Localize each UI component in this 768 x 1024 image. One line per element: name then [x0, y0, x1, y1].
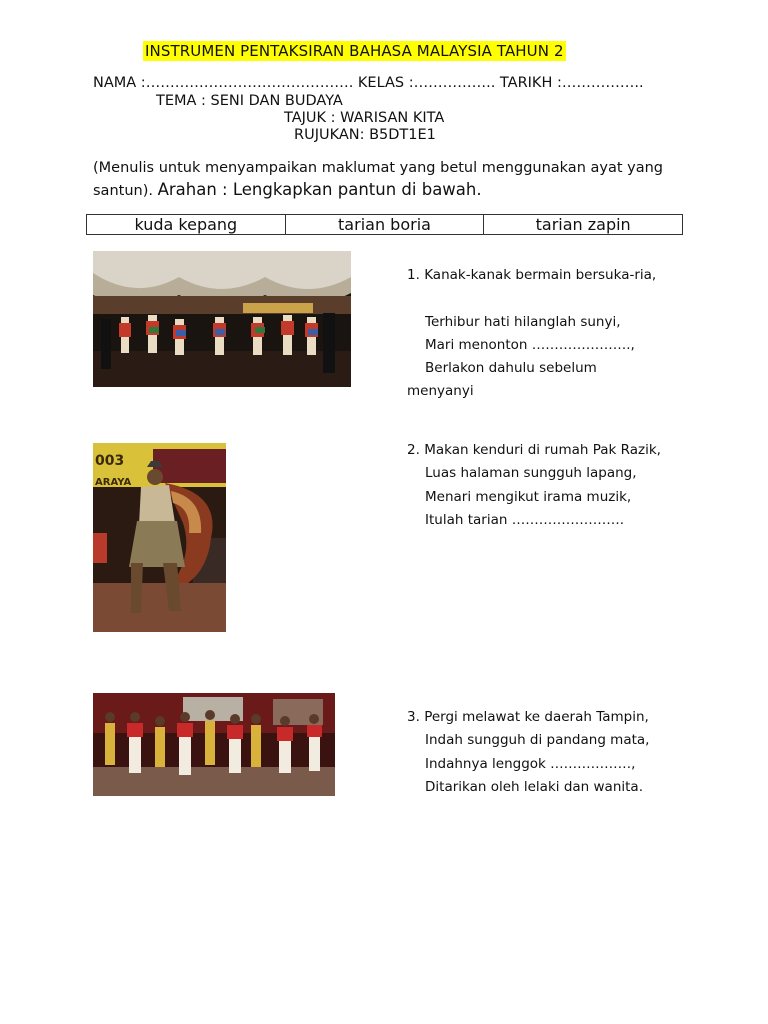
pantun-line: menyanyi [407, 383, 474, 400]
pantun-line: Mari menonton …………………., [425, 336, 635, 353]
document-title: INSTRUMEN PENTAKSIRAN BAHASA MALAYSIA TAHUN 2 [145, 42, 564, 60]
student-info-line: NAMA :……………………………………. KELAS :…………….. TARIKH :…………….. [93, 75, 644, 91]
pantun-line: Luas halaman sungguh lapang, [425, 465, 637, 482]
word-bank-cell: tarian zapin [484, 215, 683, 235]
banner-year-text: 003 [95, 453, 125, 469]
pantun-3 [407, 706, 649, 799]
pantun-line: Indah sungguh di pandang mata, [425, 732, 650, 749]
pantun-1 [407, 264, 656, 404]
pantun-line: Menari mengikut irama muzik, [425, 488, 632, 505]
pantun-line: Itulah tarian ……………………. [425, 511, 624, 528]
pantun-line: Berlakon dahulu sebelum [425, 360, 597, 377]
banner-sign-text: ARAYA [95, 477, 132, 488]
pantun-number: 3. [407, 709, 420, 725]
instruction-directive: Arahan : Lengkapkan pantun di bawah. [157, 180, 482, 199]
tajuk-heading: TAJUK : WARISAN KITA [284, 110, 445, 126]
pantun-line: Makan kenduri di rumah Pak Razik, [424, 442, 661, 458]
pantun-line: Ditarikan oleh lelaki dan wanita. [425, 778, 643, 795]
pantun-line: Kanak-kanak bermain bersuka-ria, [424, 267, 657, 283]
pantun-line: Pergi melawat ke daerah Tampin, [424, 709, 649, 725]
pantun-2 [407, 439, 661, 532]
photo-zapin-dancers [93, 693, 335, 796]
photo-kuda-kepang-dancer [93, 443, 226, 632]
photo-stage-dance [93, 251, 351, 387]
instruction-paragraph [93, 158, 693, 202]
instruction-note: (Menulis untuk menyampaikan maklumat yang betul menggunakan ayat yang santun). [93, 160, 664, 199]
pantun-line: Indahnya lenggok ………………, [425, 755, 636, 772]
pantun-number: 2. [407, 442, 420, 458]
word-bank-cell: kuda kepang [87, 215, 286, 235]
tema-heading: TEMA : SENI DAN BUDAYA [156, 93, 343, 109]
rujukan-heading: RUJUKAN: B5DT1E1 [294, 127, 436, 143]
word-bank-cell: tarian boria [285, 215, 484, 235]
pantun-number: 1. [407, 267, 420, 283]
word-bank-table [86, 214, 683, 235]
pantun-line: Terhibur hati hilanglah sunyi, [425, 313, 621, 330]
